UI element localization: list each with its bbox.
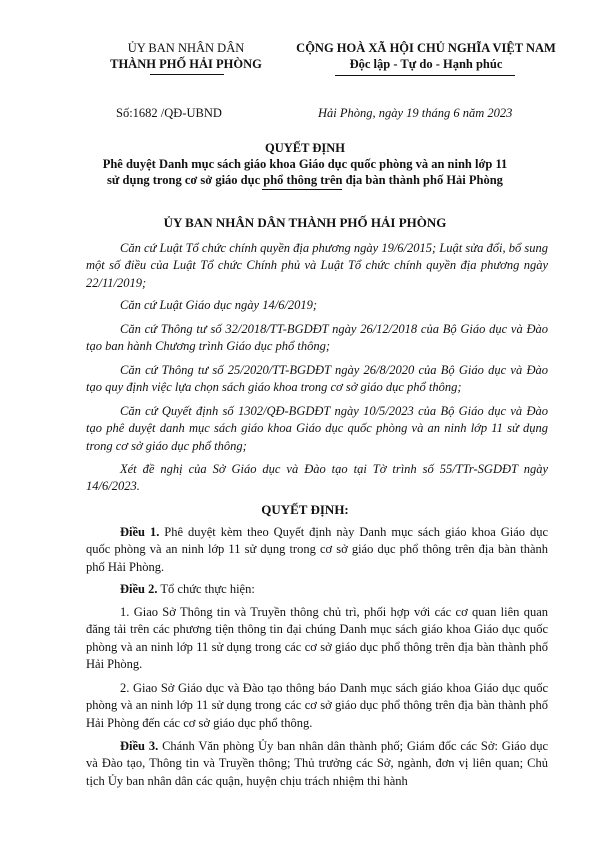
decision-subject-line-2: sử dụng trong cơ sở giáo dục phổ thông trên địa bàn thành phố Hải Phòng [107, 173, 503, 187]
proposal-basis: Xét đề nghị của Sở Giáo dục và Đào tạo tại Tờ trình số 55/TTr-SGDĐT ngày 14/6/2023. [86, 462, 548, 494]
article-3 [86, 738, 548, 790]
decision-heading: QUYẾT ĐỊNH: [261, 502, 349, 517]
national-motto: Độc lập - Tự do - Hạnh phúc [349, 57, 503, 71]
title-underline [262, 189, 342, 190]
article-2-item-1: 1. Giao Sở Thông tin và Truyền thông chủ trì, phối hợp với các cơ quan liên quan đăng tải trên các phương tiện thông tin đại chúng Danh mục sách giáo khoa Giáo dục quốc phòng và an ninh lớp 11 sử dụng trong các cơ sở giáo dục phổ thông trên địa bàn thành phố Hải Phòng. [86, 605, 548, 671]
legal-basis-2: Căn cứ Luật Giáo dục ngày 14/6/2019; [120, 298, 318, 312]
article-1-text: Phê duyệt kèm theo Quyết định này Danh mục sách giáo khoa Giáo dục quốc phòng và an ninh lớp 11 sử dụng trong cơ sở giáo dục phổ thông trên địa bàn thành phố Hải Phòng. [86, 525, 548, 574]
issuer-underline [150, 74, 224, 75]
document-number: Số:1682 /QĐ-UBND [116, 106, 222, 120]
motto-underline [335, 75, 515, 76]
article-2 [86, 581, 548, 598]
legal-basis-3: Căn cứ Thông tư số 32/2018/TT-BGDĐT ngày 26/12/2018 của Bộ Giáo dục và Đào tạo ban hành Chương trình Giáo dục phổ thông; [86, 322, 548, 354]
decision-title-block [60, 140, 550, 188]
article-2-text: Tổ chức thực hiện: [157, 582, 255, 596]
article-3-label: Điều 3. [120, 739, 159, 753]
legal-basis-5: Căn cứ Quyết định số 1302/QĐ-BGDĐT ngày 10/5/2023 của Bộ Giáo dục và Đào tạo phê duyệt danh mục sách giáo khoa Giáo dục quốc phòng và an ninh lớp 11 sử dụng trong cơ sở giáo dục phổ thông; [86, 404, 548, 453]
issuer-block [96, 40, 276, 72]
article-2-label: Điều 2. [120, 582, 158, 596]
article-1-label: Điều 1. [120, 525, 160, 539]
national-title: CỘNG HOÀ XÃ HỘI CHỦ NGHĨA VIỆT NAM [296, 41, 556, 55]
legal-basis-4: Căn cứ Thông tư số 25/2020/TT-BGDĐT ngày 26/8/2020 của Bộ Giáo dục và Đào tạo quy định việc lựa chọn sách giáo khoa trong cơ sở giáo dục phổ thông; [86, 363, 548, 395]
issuer-line-1: ỦY BAN NHÂN DÂN [127, 41, 245, 55]
authority-heading: ỦY BAN NHÂN DÂN THÀNH PHỐ HẢI PHÒNG [163, 215, 447, 230]
issuer-line-2: THÀNH PHỐ HẢI PHÒNG [110, 57, 262, 71]
document-date: Hải Phòng, ngày 19 tháng 6 năm 2023 [318, 106, 513, 120]
article-1 [86, 524, 548, 576]
legal-basis-1: Căn cứ Luật Tổ chức chính quyền địa phương ngày 19/6/2015; Luật sửa đổi, bổ sung một số điều của Luật Tổ chức Chính phủ và Luật Tổ chức chính quyền địa phương ngày 22/11/2019; [86, 241, 548, 290]
national-title-block [278, 40, 574, 72]
article-3-text: Chánh Văn phòng Ủy ban nhân dân thành phố; Giám đốc các Sở: Giáo dục và Đào tạo, Thông tin và Truyền thông; Thủ trưởng các Sở, ngành, đơn vị liên quan; Chủ tịch Ủy ban nhân dân các quận, huyện chịu trách nhiệm thi hành [86, 739, 549, 788]
decision-title: QUYẾT ĐỊNH [265, 141, 345, 155]
article-2-item-2: 2. Giao Sở Giáo dục và Đào tạo thông báo Danh mục sách giáo khoa Giáo dục quốc phòng và an ninh lớp 11 sử dụng trong các cơ sở giáo dục phổ thông trên địa bàn thành phố Hải Phòng đến các cơ sở giáo dục phổ thông. [86, 681, 548, 730]
decision-subject-line-1: Phê duyệt Danh mục sách giáo khoa Giáo dục quốc phòng và an ninh lớp 11 [102, 157, 508, 171]
